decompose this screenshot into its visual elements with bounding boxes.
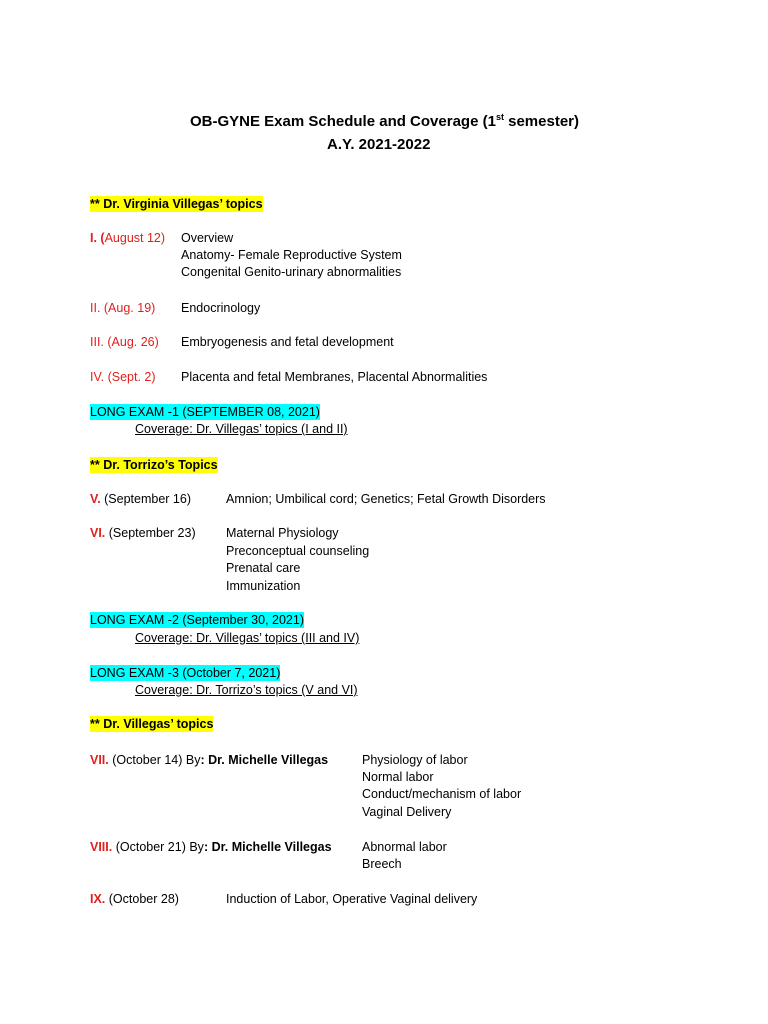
topic-4-text: Placenta and fetal Membranes, Placental Abnormalities bbox=[181, 370, 488, 384]
topic-2-text: Endocrinology bbox=[181, 301, 261, 315]
section-heading-villegas: ** Dr. Virginia Villegas’ topics bbox=[90, 197, 263, 211]
topic-8-line-2: Breech bbox=[362, 857, 402, 871]
topic-8-label: VIII. (October 21) By: Dr. Michelle Villegas bbox=[90, 840, 332, 854]
long-exam-3-coverage: Coverage: Dr. Torrizo’s topics (V and VI) bbox=[135, 683, 358, 697]
section-heading-villegas-2: ** Dr. Villegas’ topics bbox=[90, 717, 214, 731]
topic-6-line-4: Immunization bbox=[226, 579, 301, 593]
topic-8-line-1: Abnormal labor bbox=[362, 840, 447, 854]
doc-title: OB-GYNE Exam Schedule and Coverage (1st semester) bbox=[190, 112, 579, 130]
topic-1-line-2: Anatomy- Female Reproductive System bbox=[181, 248, 402, 262]
topic-7-line-3: Conduct/mechanism of labor bbox=[362, 787, 522, 801]
topic-6-line-3: Prenatal care bbox=[226, 561, 301, 575]
topic-5-label: V. (September 16) bbox=[90, 492, 191, 506]
topic-1-line-1: Overview bbox=[181, 231, 234, 245]
section-heading-torrizo: ** Dr. Torrizo’s Topics bbox=[90, 458, 218, 472]
topic-1-line-3: Congenital Genito-urinary abnormalities bbox=[181, 265, 402, 279]
topic-5-text: Amnion; Umbilical cord; Genetics; Fetal Growth Disorders bbox=[226, 492, 546, 506]
long-exam-3-title: LONG EXAM -3 (October 7, 2021) bbox=[90, 666, 281, 680]
topic-7-line-2: Normal labor bbox=[362, 770, 434, 784]
topic-4-label: IV. (Sept. 2) bbox=[90, 370, 156, 384]
long-exam-2-title: LONG EXAM -2 (September 30, 2021) bbox=[90, 613, 304, 627]
long-exam-1-coverage: Coverage: Dr. Villegas’ topics (I and II) bbox=[135, 422, 348, 436]
topic-7-line-4: Vaginal Delivery bbox=[362, 805, 452, 819]
long-exam-2-coverage: Coverage: Dr. Villegas’ topics (III and IV) bbox=[135, 631, 360, 645]
topic-6-line-2: Preconceptual counseling bbox=[226, 544, 370, 558]
topic-3-label: III. (Aug. 26) bbox=[90, 335, 159, 349]
long-exam-1-title: LONG EXAM -1 (SEPTEMBER 08, 2021) bbox=[90, 405, 320, 419]
topic-3-text: Embryogenesis and fetal development bbox=[181, 335, 394, 349]
topic-7-line-1: Physiology of labor bbox=[362, 753, 468, 767]
topic-2-label: II. (Aug. 19) bbox=[90, 301, 156, 315]
topic-1-label: I. (August 12) bbox=[90, 231, 166, 245]
topic-7-label: VII. (October 14) By: Dr. Michelle Villegas bbox=[90, 753, 329, 767]
academic-year: A.Y. 2021-2022 bbox=[327, 136, 431, 153]
topic-6-label: VI. (September 23) bbox=[90, 526, 196, 540]
topic-6-line-1: Maternal Physiology bbox=[226, 526, 339, 540]
topic-9-text: Induction of Labor, Operative Vaginal delivery bbox=[226, 892, 478, 906]
topic-9-label: IX. (October 28) bbox=[90, 892, 179, 906]
